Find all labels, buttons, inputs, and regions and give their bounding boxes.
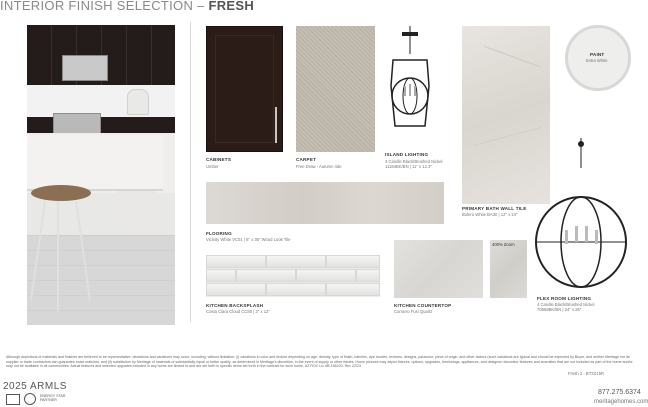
countertop-label: KITCHEN COUNTERTOP [394, 303, 452, 308]
website-link[interactable]: meritagehomes.com [594, 399, 648, 405]
paint-label: PAINT [590, 52, 605, 57]
kitchen-photo [27, 25, 175, 325]
page-title: INTERIOR FINISH SELECTION – FRESH [0, 0, 255, 13]
cabinet-swatch [206, 26, 283, 152]
island-lighting-sub2: 11184BK/BN | 11" x 12.3" [385, 164, 432, 169]
scheme-name: FRESH [208, 0, 255, 13]
cabinets-label: CABINETS [206, 157, 232, 162]
divider [190, 22, 191, 322]
cabinets-sub: Umber [206, 164, 219, 169]
flex-lighting-sub1: 4 Candle Black/Brushed Nickel [537, 302, 595, 307]
backsplash-label: KITCHEN BACKSPLASH [206, 303, 264, 308]
cabinet-handle [275, 107, 277, 143]
equal-housing-icon [6, 394, 20, 405]
backsplash-sub: Costa Clara Cloud CC80 | 3" x 12" [206, 309, 270, 314]
island-pendant-icon [385, 26, 435, 150]
carpet-label: CARPET [296, 157, 317, 162]
flooring-label: FLOORING [206, 231, 232, 236]
mls-watermark: 2025 ARMLS [3, 381, 67, 392]
countertop-swatch [394, 240, 483, 298]
energy-star-text: ENERGY STAR PARTNER [40, 394, 66, 402]
bath-tile-sub: Bolero White BA30 | 12" x 24" [462, 212, 518, 217]
flooring-swatch [206, 182, 444, 224]
phone-number: 877.275.6374 [598, 389, 641, 396]
bath-tile-label: PRIMARY BATH WALL TILE [462, 206, 527, 211]
zoom-label: 400% Zoom [492, 242, 515, 247]
island-lighting-sub1: 4 Candle Black/Brushed Nickel [385, 159, 443, 164]
flooring-sub: Vicinity White VC01 | 6" x 36" Wood Look Tile [206, 237, 291, 242]
carpet-sub: Free Draw - Autumn ride [296, 164, 342, 169]
carpet-swatch [296, 26, 375, 152]
island-lighting-label: ISLAND LIGHTING [385, 152, 429, 157]
paint-sub: Extra White [586, 58, 608, 63]
countertop-zoom-swatch [490, 240, 527, 298]
flex-chandelier-icon [533, 138, 629, 294]
backsplash-swatch [206, 255, 380, 297]
flex-lighting-sub2: 70658BK/BN | 24" x 26" [537, 307, 582, 312]
disclaimer-text: Although depictions of materials and finishes are believed to be representative, deviations and variations may occur, including, without limitation: (i) variations in color and texture depending on age, density, type of finish, batches, dye movies, textures, designs, paracolor, piece of origin, and other factors (such variations are typical and should be expected by Buyer, and neither Meritage nor its supplier or trade contractors can guarantee exact matches; and (ii) substitution by Meritage of materials of substantially equal or better quality, as determined in Meritage's discretion, in the event of supply or other issues. Home pictures may depict fixtures, options, upgrades, furnishings, appliances, and designer/ decorator features and amenities that are not included as part of the home and/or may not be available in all communities. Actual features and selected upgrades included in any home are limited to and are set forth in specific items set forth in the contract for such home. AZ ROC Lic #B-156220. Rev 22/24. [6, 355, 633, 369]
energy-star-icon [24, 393, 36, 405]
countertop-sub: Corrarro Fusi Quartz [394, 309, 433, 314]
flex-lighting-label: FLEX ROOM LIGHTING [537, 296, 592, 301]
sheet-code: Fresh 2 - BTX015R [568, 371, 605, 376]
